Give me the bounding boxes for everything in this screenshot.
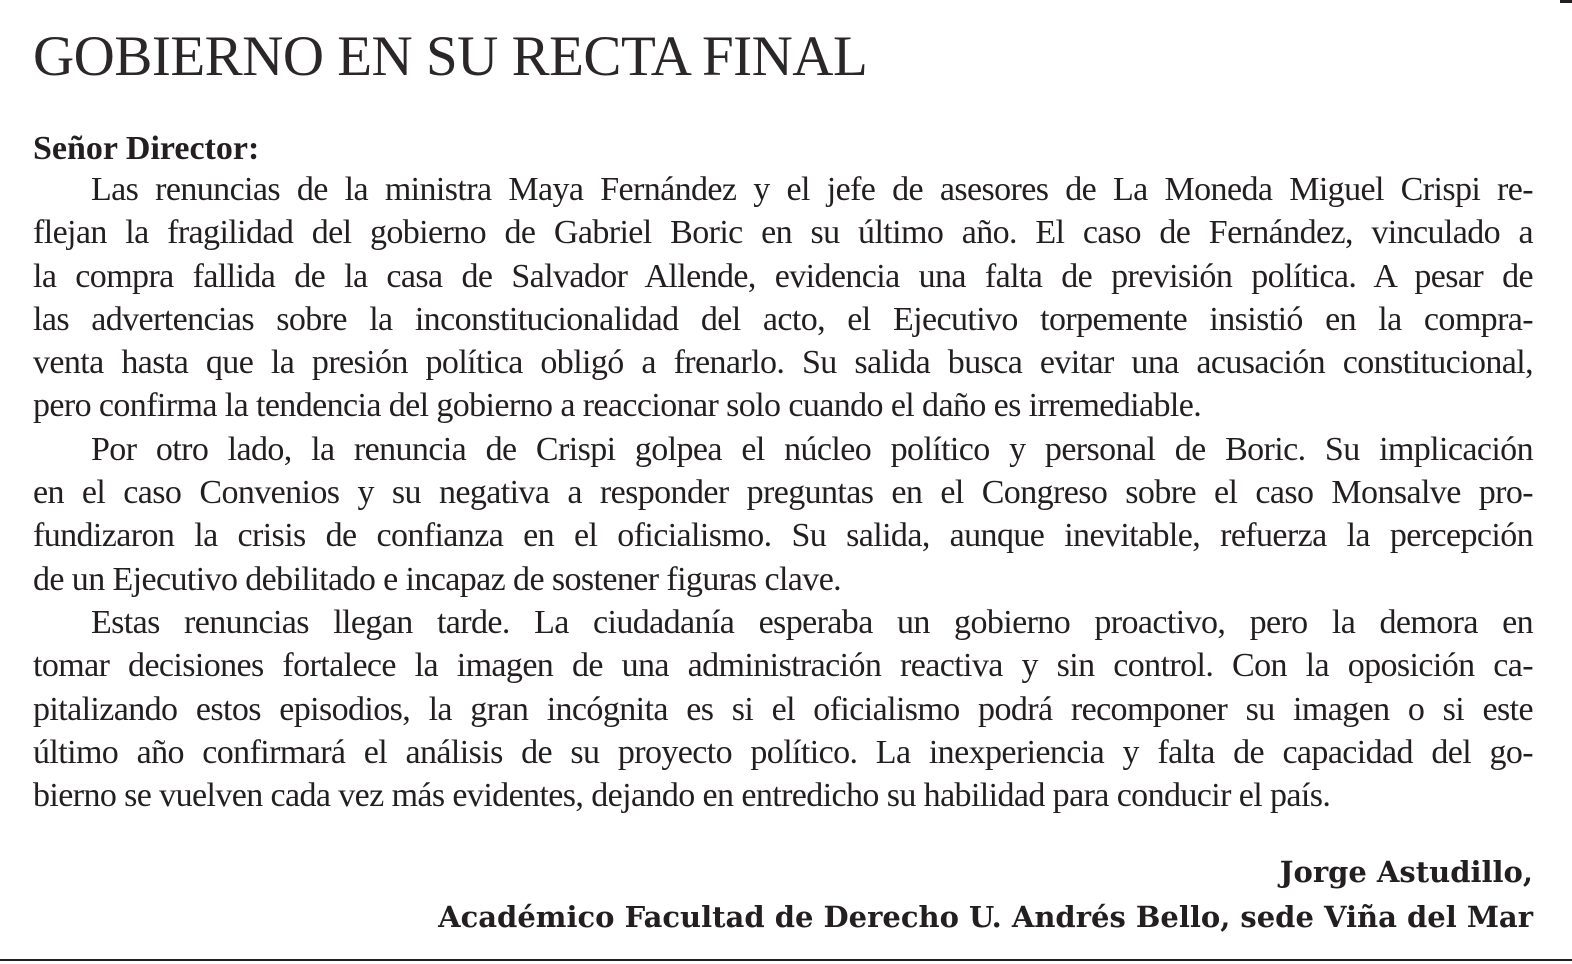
paragraph-1-line-4: las advertencias sobre la inconstitucionalidad del acto, el Ejecutivo torpemente insistió en la compra- — [33, 300, 1533, 338]
paragraph-3-line-5: bierno se vuelven cada vez más evidentes, dejando en entredicho su habilidad para conducir el país. — [33, 777, 1331, 815]
letter-to-editor — [33, 0, 1533, 964]
letter-body — [33, 168, 1533, 817]
paragraph-2-line-1: Por otro lado, la renuncia de Crispi golpea el núcleo político y personal de Boric. Su implicación — [91, 430, 1533, 468]
paragraph-2-line-4: de un Ejecutivo debilitado e incapaz de sostener figuras clave. — [33, 560, 842, 598]
paragraph-3-line-1: Estas renuncias llegan tarde. La ciudadanía esperaba un gobierno proactivo, pero la demora en — [91, 603, 1533, 641]
paragraph-3-line-4: último año confirmará el análisis de su proyecto político. La inexperiencia y falta de capacidad del go- — [33, 733, 1533, 771]
bottom-divider — [0, 959, 1572, 961]
paragraph-1-line-2: flejan la fragilidad del gobierno de Gabriel Boric en su último año. El caso de Fernández, vinculado a — [33, 214, 1533, 252]
paragraph-2-line-3: fundizaron la crisis de confianza en el oficialismo. Su salida, aunque inevitable, refuerza la percepción — [33, 517, 1533, 555]
page-corner-mark — [1560, 0, 1572, 3]
letter-headline: GOBIERNO EN SU RECTA FINAL — [33, 25, 868, 88]
paragraph-1-line-1: Las renuncias de la ministra Maya Fernández y el jefe de asesores de La Moneda Miguel Crispi re- — [91, 171, 1533, 208]
paragraph-1-line-5: venta hasta que la presión política obligó a frenarlo. Su salida busca evitar una acusación constitucional, — [33, 344, 1533, 382]
letter-signature — [438, 850, 1533, 940]
paragraph-3-line-2: tomar decisiones fortalece la imagen de una administración reactiva y sin control. Con la oposición ca- — [33, 647, 1533, 685]
paragraph-1-line-3: la compra fallida de la casa de Salvador Allende, evidencia una falta de previsión política. A pesar de — [33, 257, 1533, 295]
paragraph-3-line-3: pitalizando estos episodios, la gran incógnita es si el oficialismo podrá recomponer su imagen o si este — [33, 690, 1533, 728]
paragraph-2-line-2: en el caso Convenios y su negativa a responder preguntas en el Congreso sobre el caso Monsalve pro- — [33, 474, 1533, 512]
signature-affiliation: Académico Facultad de Derecho U. Andrés Bello, sede Viña del Mar — [438, 900, 1533, 934]
letter-salutation: Señor Director: — [33, 130, 260, 167]
paragraph-1-line-6: pero confirma la tendencia del gobierno a reaccionar solo cuando el daño es irremediable. — [33, 387, 1202, 425]
signature-name: Jorge Astudillo, — [1279, 855, 1533, 889]
